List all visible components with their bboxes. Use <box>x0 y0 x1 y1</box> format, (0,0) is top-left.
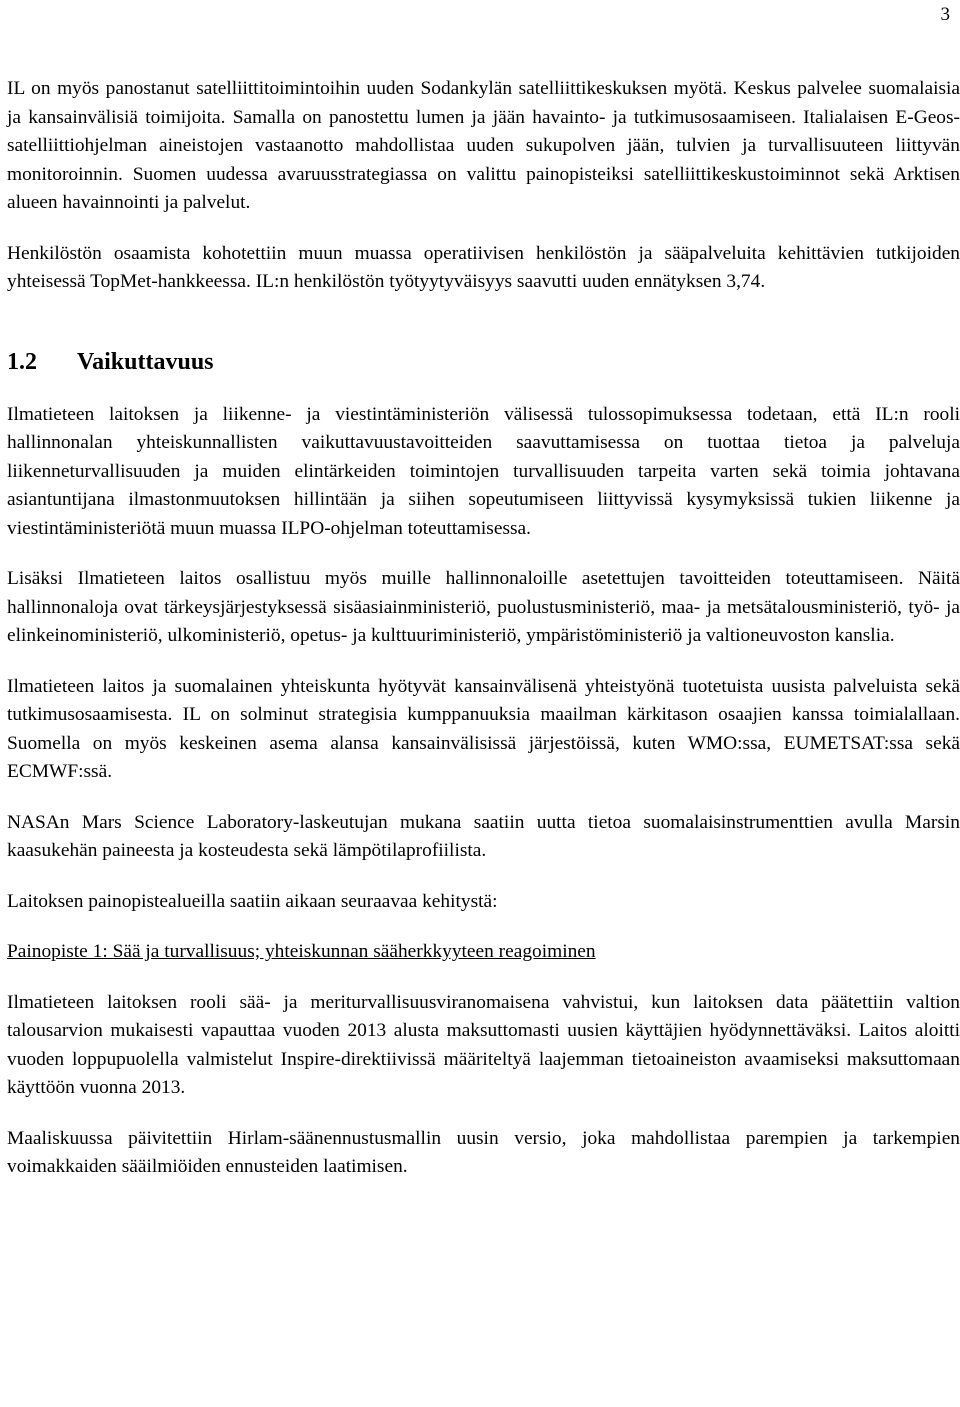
paragraph-nasa-mars: NASAn Mars Science Laboratory-laskeutujan mukana saatiin uutta tietoa suomalaisinstrumenttien avulla Marsin kaasukehän paineesta ja kosteudesta sekä lämpötilaprofiilista. <box>7 811 960 861</box>
paragraph-performance-agreement: Ilmatieteen laitoksen ja liikenne- ja viestintäministeriön välisessä tulossopimuksessa todetaan, että IL:n rooli hallinnonalan yhteiskunnallisten vaikuttavuustavoitteiden saavuttamisessa on tuottaa tietoa ja palveluja liikenneturvallisuuden ja muiden elintärkeiden toimintojen turvallisuuden tarpeita varten sekä toimia johtavana asiantuntijana ilmastonmuutoksen hillintään ja siihen sopeutumiseen liittyvissä kysymyksissä tukien liikenne ja viestintäministeriötä muun muassa ILPO-ohjelman toteuttamisessa. <box>7 403 960 539</box>
paragraph-open-data: Ilmatieteen laitoksen rooli sää- ja meriturvallisuusviranomaisena vahvistui, kun laitoksen data päätettiin valtion talousarvion mukaisesti vapauttaa vuoden 2013 alusta maksuttomasti uusien käyttäjien hyödynnettäväksi. Laitos aloitti vuoden loppupuolella valmistelut Inspire-direktiivissä määriteltyä laajemman tietoaineiston avaamiseksi maksuttomaan käyttöön vuonna 2013. <box>7 991 960 1098</box>
paragraph-satellite-activities: IL on myös panostanut satelliittitoimintoihin uuden Sodankylän satelliittikeskuksen myötä. Keskus palvelee suomalaisia ja kansainvälisiä toimijoita. Samalla on panostettu lumen ja jään havainto- ja tutkimusosaamiseen. Italialaisen E-Geos-satelliittiohjelman aineistojen vastaanotto mahdollistaa uuden sukupolven jään, tulvien ja turvallisuuteen liittyvän monitoroinnin. Suomen uudessa avaruusstrategiassa on valittu painopisteiksi satelliittikeskustoiminnot sekä Arktisen alueen havainnointi ja palvelut. <box>7 78 960 213</box>
subheading-focus-area-1: Painopiste 1: Sää ja turvallisuus; yhteiskunnan sääherkkyyteen reagoiminen <box>7 941 596 962</box>
paragraph-staff-competence: Henkilöstön osaamista kohotettiin muun muassa operatiivisen henkilöstön ja sääpalveluita kehittävien tutkijoiden yhteisessä TopMet-hankkeessa. IL:n henkilöstön työtyytyväisyys saavutti uuden ennätyksen 3,74. <box>7 242 960 292</box>
section-title: Vaikuttavuus <box>77 348 214 375</box>
paragraph-other-administrative-sectors: Lisäksi Ilmatieteen laitos osallistuu myös muille hallinnonaloille asetettujen tavoitteiden toteuttamiseen. Näitä hallinnonaloja ovat tärkeysjärjestyksessä sisäasiainministeriö, puolustusministeriö, maa- ja metsätalousministeriö, työ- ja elinkeinoministeriö, ulkoministeriö, opetus- ja kulttuuriministeriö, ympäristöministeriö ja valtioneuvoston kanslia. <box>7 568 960 646</box>
paragraph-focus-areas-intro: Laitoksen painopistealueilla saatiin aikaan seuraavaa kehitystä: <box>7 890 498 912</box>
section-heading <box>7 347 960 377</box>
document-body <box>7 75 960 1204</box>
paragraph-hirlam-model: Maaliskuussa päivitettiin Hirlam-säänennustusmallin uusin versio, joka mahdollistaa parempien ja tarkempien voimakkaiden sääilmiöiden ennusteiden laatimisen. <box>7 1127 960 1177</box>
paragraph-international-cooperation: Ilmatieteen laitos ja suomalainen yhteiskunta hyötyvät kansainvälisenä yhteistyönä tuotetuista uusista palveluista sekä tutkimusosaamisesta. IL on solminut strategisia kumppanuuksia maailman kärkitason osaajien kanssa toimialallaan. Suomella on myös keskeinen asema alansa kansainvälisissä järjestöissä, kuten WMO:ssa, EUMETSAT:ssa sekä ECMWF:ssä. <box>7 675 960 782</box>
section-number: 1.2 <box>7 348 37 375</box>
page-number: 3 <box>940 4 950 25</box>
